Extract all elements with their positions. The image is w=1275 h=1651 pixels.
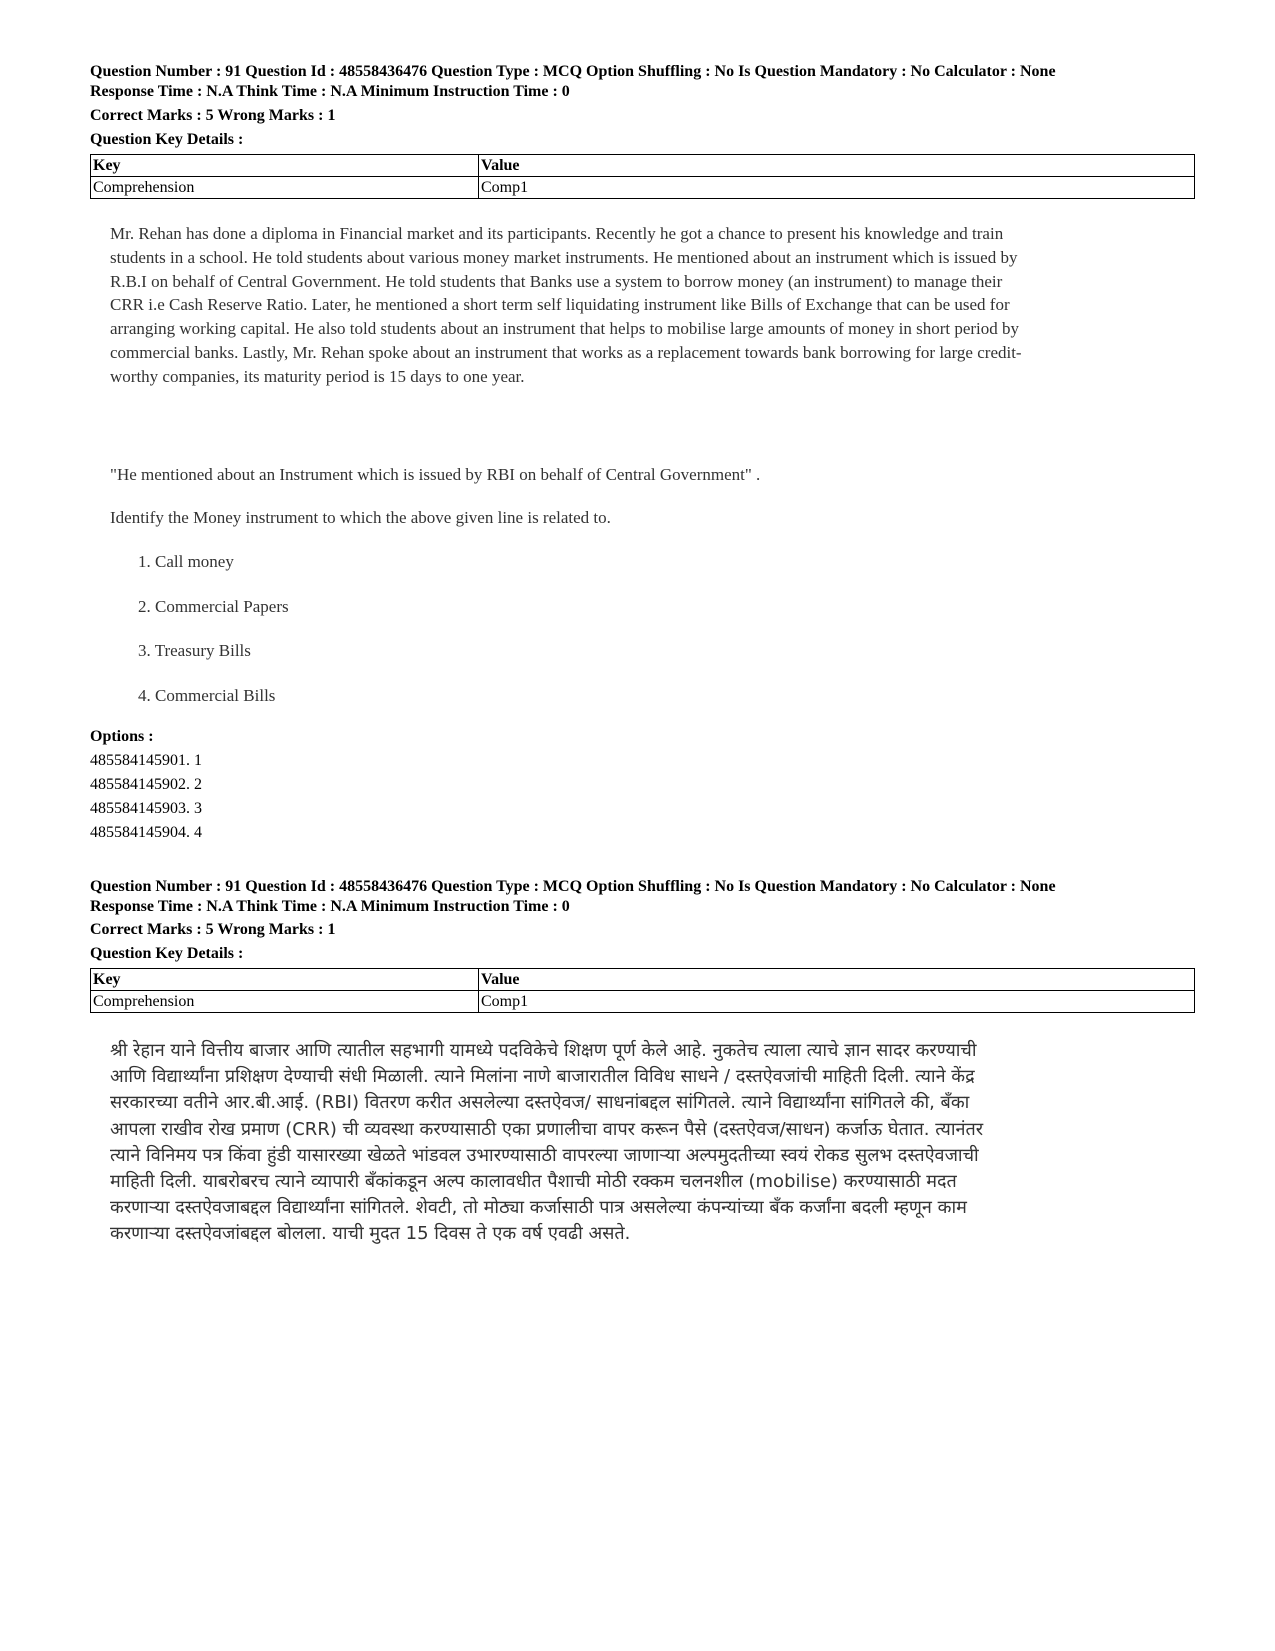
table-header-row bbox=[91, 969, 1195, 991]
table-cell-value: Comp1 bbox=[479, 177, 1195, 199]
key-details-table bbox=[90, 154, 1195, 199]
table-cell-value: Comp1 bbox=[479, 991, 1195, 1013]
table-row bbox=[91, 991, 1195, 1013]
question-meta-line-1: Question Number : 91 Question Id : 48558436476 Question Type : MCQ Option Shuffling : No Is Question Mandatory : No Calculator : None bbox=[90, 878, 1056, 895]
question-quote: "He mentioned about an Instrument which is issued by RBI on behalf of Central Government" . bbox=[110, 465, 761, 484]
table-cell-key: Comprehension bbox=[91, 177, 479, 199]
option-item: 485584145901. 1 bbox=[90, 752, 202, 769]
choice-item: 4. Commercial Bills bbox=[138, 686, 276, 705]
comprehension-passage: Mr. Rehan has done a diploma in Financial market and its participants. Recently he got a chance to present his knowledge and train students in a school. He told students about various money market instruments. He mentioned about an instrument which is issued by R.B.I on behalf of Central Government. He told students that Banks use a system to borrow money (an instrument) to manage their CRR i.e Cash Reserve Ratio. Later, he mentioned a short term self liquidating instrument like Bills of Exchange that can be used for arranging working capital. He also told students about an instrument that helps to mobilise large amounts of money in short period by commercial banks. Lastly, Mr. Rehan spoke about an instrument that works as a replacement towards bank borrowing for large credit-worthy companies, its maturity period is 15 days to one year. bbox=[110, 224, 1022, 386]
choice-item: 3. Treasury Bills bbox=[138, 641, 251, 660]
option-item: 485584145903. 3 bbox=[90, 800, 202, 817]
table-header-value: Value bbox=[479, 155, 1195, 177]
option-item: 485584145902. 2 bbox=[90, 776, 202, 793]
question-meta-line-2: Response Time : N.A Think Time : N.A Minimum Instruction Time : 0 bbox=[90, 83, 570, 100]
options-label: Options : bbox=[90, 728, 154, 745]
key-details-label: Question Key Details : bbox=[90, 945, 244, 962]
table-row bbox=[91, 177, 1195, 199]
question-meta-line-1: Question Number : 91 Question Id : 48558436476 Question Type : MCQ Option Shuffling : No Is Question Mandatory : No Calculator : None bbox=[90, 63, 1056, 80]
table-header-value: Value bbox=[479, 969, 1195, 991]
table-cell-key: Comprehension bbox=[91, 991, 479, 1013]
table-header-row bbox=[91, 155, 1195, 177]
marks-line: Correct Marks : 5 Wrong Marks : 1 bbox=[90, 921, 336, 938]
choice-item: 1. Call money bbox=[138, 552, 234, 571]
key-details-label: Question Key Details : bbox=[90, 131, 244, 148]
choice-item: 2. Commercial Papers bbox=[138, 597, 289, 616]
key-details-table bbox=[90, 968, 1195, 1013]
table-header-key: Key bbox=[91, 969, 479, 991]
option-item: 485584145904. 4 bbox=[90, 824, 202, 841]
comprehension-passage-marathi: श्री रेहान याने वित्तीय बाजार आणि त्यातील सहभागी यामध्ये पदविकेचे शिक्षण पूर्ण केले आहे. नुकतेच त्याला त्याचे ज्ञान सादर करण्याची आणि विद्यार्थ्यांना प्रशिक्षण देण्याची संधी मिळाली. त्याने मिलांना नाणे बाजारातील विविध साधने / दस्तऐवजांची माहिती दिली. त्याने केंद्र सरकारच्या वतीने आर.बी.आई. (RBI) वितरण करीत असलेल्या दस्तऐवज/ साधनांबद्दल सांगितले. त्याने विद्यार्थ्यांना सांगितले की, बँका आपला राखीव रोख प्रमाण (CRR) ची व्यवस्था करण्यासाठी एका प्रणालीचा वापर करून पैसे (दस्तऐवज/साधन) कर्जाऊ घेतात. त्यानंतर त्याने विनिमय पत्र किंवा हुंडी यासारख्या खेळते भांडवल उभारण्यासाठी वापरल्या जाणाऱ्या अल्पमुदतीच्या स्वयं रोकड सुलभ दस्तऐवजाची माहिती दिली. याबरोबरच त्याने व्यापारी बँकांकडून अल्प कालावधीत पैशाची मोठी रक्कम चलनशील (mobilise) करण्यासाठी मदत करणाऱ्या दस्तऐवजाबद्दल विद्यार्थ्यांना सांगितले. शेवटी, तो मोठ्या कर्जासाठी पात्र असलेल्या कंपन्यांच्या बँक कर्जांना बदली म्हणून काम करणाऱ्या दस्तऐवजांबद्दल बोलला. याची मुदत 15 दिवस ते एक वर्ष एवढी असते. bbox=[110, 1040, 984, 1245]
question-instruction: Identify the Money instrument to which the above given line is related to. bbox=[110, 508, 611, 527]
question-meta-line-2: Response Time : N.A Think Time : N.A Minimum Instruction Time : 0 bbox=[90, 898, 570, 915]
marks-line: Correct Marks : 5 Wrong Marks : 1 bbox=[90, 107, 336, 124]
table-header-key: Key bbox=[91, 155, 479, 177]
